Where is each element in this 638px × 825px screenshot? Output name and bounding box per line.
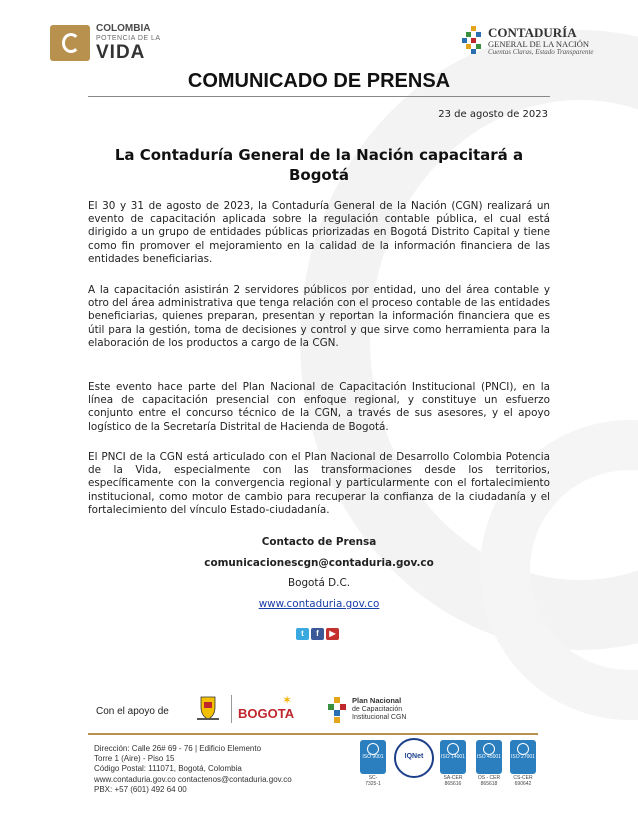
address-line: Torre 1 (Aire) - Piso 15 bbox=[94, 754, 175, 764]
page-title: COMUNICADO DE PRENSA bbox=[187, 70, 451, 92]
bogota-logo-text: BOGOTA bbox=[238, 706, 295, 721]
social-icons bbox=[296, 628, 339, 640]
headline: La Contaduría General de la Nación capacitará a Bogotá bbox=[114, 146, 524, 184]
contact-email[interactable]: comunicacionescgn@contaduria.gov.co bbox=[204, 557, 434, 569]
certification-badge: ISO 9001 SC- 7325-1 bbox=[360, 740, 386, 787]
pnci-logo-icon bbox=[326, 697, 348, 723]
contaduria-logo bbox=[462, 26, 594, 56]
body-paragraph-1: El 30 y 31 de agosto de 2023, la Contaduría General de la Nación (CGN) realizará un evento de capacitación aplicada sobre la regulación contable pública, el cual está dirigido a un grupo de entidades públicas priorizadas en Bogotá Distrito Capital y tiene como fin promover el mejoramiento en la calidad de la información financiera de las entidades beneficiarias. bbox=[88, 200, 550, 265]
colombia-potencia-logo bbox=[50, 24, 161, 62]
icontec-icon: ISO 14001 bbox=[440, 740, 466, 774]
twitter-icon[interactable]: t bbox=[296, 628, 309, 640]
contaduria-name: CONTADURÍA bbox=[488, 25, 577, 40]
pnci-logo-text bbox=[352, 697, 406, 722]
address-line: www.contaduria.gov.co contactenos@contaduria.gov.co bbox=[94, 774, 292, 784]
certification-badge: ISO 45001 OS - CER 865618 bbox=[476, 740, 502, 787]
certification-badge: ISO 14001 SA-CER 865616 bbox=[440, 740, 466, 787]
logo-text-line2: POTENCIA DE LA bbox=[96, 35, 161, 42]
body-paragraph-2: A la capacitación asistirán 2 servidores públicos por entidad, uno del área contable y otro del área administrativa que tenga relación con el proceso contable de las entidades beneficiarias, quienes preparan, presentan y reportan la información financiera que es útil para la gestión, toma de decisiones y control y que sirve como herramienta para la elaboración de los productos a cargo de la CGN. bbox=[88, 284, 550, 349]
body-paragraph-3: Este evento hace parte del Plan Nacional de Capacitación Institucional (PNCI), en la línea de capacitación presencial con enfoque regional, y constituye un esfuerzo conjunto entre el concurso técnico de la CGN, a través de sus asesores, y el apoyo logístico de la Secretaría Distrital de Hacienda de Bogotá. bbox=[88, 381, 550, 433]
logo-separator bbox=[231, 695, 232, 723]
release-date: 23 de agosto de 2023 bbox=[438, 109, 548, 120]
bogota-shield-icon bbox=[193, 694, 223, 722]
footer-divider bbox=[88, 733, 538, 735]
contact-heading: Contacto de Prensa bbox=[261, 536, 377, 548]
icontec-icon: ISO 27001 bbox=[510, 740, 536, 774]
star-icon: ✶ bbox=[282, 693, 293, 707]
icontec-icon: ISO 45001 bbox=[476, 740, 502, 774]
title-divider bbox=[88, 96, 550, 97]
pnci-line3: Institucional CGN bbox=[352, 714, 407, 721]
colombia-logo-icon bbox=[50, 25, 90, 61]
address-line: PBX: +57 (601) 492 64 00 bbox=[94, 784, 187, 794]
support-label: Con el apoyo de bbox=[96, 706, 169, 717]
contaduria-slogan: Cuentas Claras, Estado Transparente bbox=[488, 47, 594, 56]
facebook-icon[interactable]: f bbox=[311, 628, 324, 640]
pnci-line1: Plan Nacional bbox=[352, 696, 402, 705]
youtube-icon[interactable]: ▶ bbox=[326, 628, 339, 640]
address-line: Dirección: Calle 26# 69 - 76 | Edificio Elemento bbox=[94, 744, 262, 753]
body-paragraph-4: El PNCI de la CGN está articulado con el Plan Nacional de Desarrollo Colombia Potencia de la Vida, especialmente con las transformaciones desde los territorios, específicamente con la convergencia regional y particularmente con el fortalecimiento institucional, como motor de cambio para recuperar la confianza de la ciudadanía y el fortalecimiento del vínculo Estado-ciudadanía. bbox=[88, 451, 550, 516]
logo-text-line1: COLOMBIA bbox=[96, 23, 151, 34]
address-line: Código Postal: 111071, Bogotá, Colombia bbox=[94, 764, 242, 774]
iqnet-badge: IQNet bbox=[394, 738, 434, 778]
pnci-line2: de Capacitación bbox=[352, 706, 403, 713]
logo-text-line3: VIDA bbox=[96, 42, 146, 63]
contaduria-subname: GENERAL DE LA NACIÓN bbox=[488, 38, 589, 49]
contaduria-logo-icon bbox=[462, 26, 484, 54]
certification-badge: ISO 27001 CS-CER 690642 bbox=[510, 740, 536, 787]
contact-city: Bogotá D.C. bbox=[287, 577, 351, 589]
icontec-icon: ISO 9001 bbox=[360, 740, 386, 774]
footer-address bbox=[94, 744, 292, 795]
website-link[interactable]: www.contaduria.gov.co bbox=[258, 598, 380, 610]
